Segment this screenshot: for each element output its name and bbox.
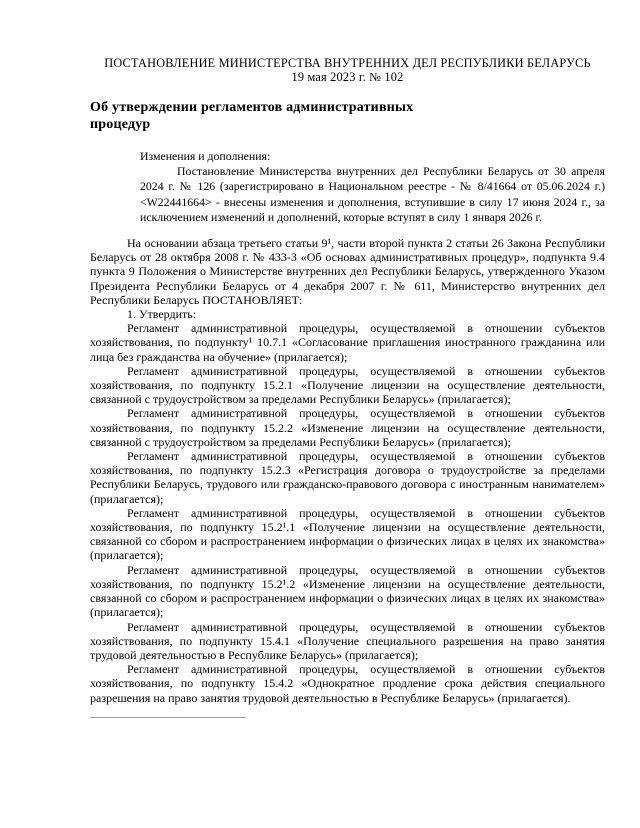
body-paragraph: Регламент административной процедуры, осуществляемой в отношении субъектов хозяйствования, по подпункту 15.4.1 «Получение специального разрешения на право занятия трудовой деятельностью в Республике Беларусь» (прилагается); [90,619,605,662]
document-body [90,236,605,705]
body-paragraph: Регламент административной процедуры, осуществляемой в отношении субъектов хозяйствования, по подпункту 15.2¹.2 «Изменение лицензии на осуществление деятельности, связанной со сбором и распространением информации о физических лицах в целях их знакомства» (прилагается); [90,562,605,620]
body-paragraph: Регламент административной процедуры, осуществляемой в отношении субъектов хозяйствования, по подпункту 15.2¹.1 «Получение лицензии на осуществление деятельности, связанной со сбором и распространением информации о физических лицах в целях их знакомства» (прилагается); [90,505,605,563]
resolution-date-number: 19 мая 2023 г. № 102 [291,70,404,84]
body-paragraph: Регламент административной процедуры, осуществляемой в отношении субъектов хозяйствования, по подпункту¹ 10.7.1 «Согласование приглашения иностранного гражданина или лица без гражданства на обучение» (прилагается); [90,321,605,364]
body-paragraph: Регламент административной процедуры, осуществляемой в отношении субъектов хозяйствования, по подпункту 15.2.2 «Изменение лицензии на осуществление деятельности, связанной с трудоустройством за пределами Республики Беларусь» (прилагается); [90,406,605,449]
footnote-separator-line [90,717,246,718]
amendments-label: Изменения и дополнения: [140,149,271,163]
resolution-heading: ПОСТАНОВЛЕНИЕ МИНИСТЕРСТВА ВНУТРЕННИХ ДЕЛ РЕСПУБЛИКИ БЕЛАРУСЬ [104,56,591,70]
body-paragraph: Регламент административной процедуры, осуществляемой в отношении субъектов хозяйствования, по подпункту 15.4.2 «Однократное продление срока действия специального разрешения на право занятия трудовой деятельностью в Республике Беларусь» (прилагается). [90,662,605,705]
body-paragraph: На основании абзаца третьего статьи 9¹, части второй пункта 2 статьи 26 Закона Республики Беларусь от 28 октября 2008 г. № 433-З «Об основах административных процедур», подпункта 9.4 пункта 9 Положения о Министерстве внутренних дел Республики Беларусь, утвержденного Указом Президента Республики Беларусь от 4 декабря 2007 г. № 611, Министерство внутренних дел Республики Беларусь ПОСТАНОВЛЯЕТ: [90,236,605,307]
body-paragraph: 1. Утвердить: [127,307,197,322]
amendments-note [140,149,605,225]
body-paragraph: Регламент административной процедуры, осуществляемой в отношении субъектов хозяйствования, по подпункту 15.2.1 «Получение лицензии на осуществление деятельности, связанной с трудоустройством за пределами Республики Беларусь» (прилагается); [90,363,605,407]
document-title: Об утверждении регламентов административных процедур [90,100,414,132]
document-header [90,56,605,84]
amendments-text: Постановление Министерства внутренних дел Республики Беларусь от 30 апреля 2024 г. № 126 (зарегистрировано в Национальном реестре - № 8/41664 от 05.06.2024 г.) <W22441664> - внесены изменения и дополнения, вступившие в силу 17 июня 2024 г., за исключением изменений и дополнений, которые вступят в силу 1 января 2026 г. [140,164,605,224]
body-paragraph: Регламент административной процедуры, осуществляемой в отношении субъектов хозяйствования, по подпункту 15.2.3 «Регистрация договора о трудоустройстве за пределами Республики Беларусь, трудового или гражданско-правового договора с иностранным нанимателем» (прилагается); [90,449,605,506]
